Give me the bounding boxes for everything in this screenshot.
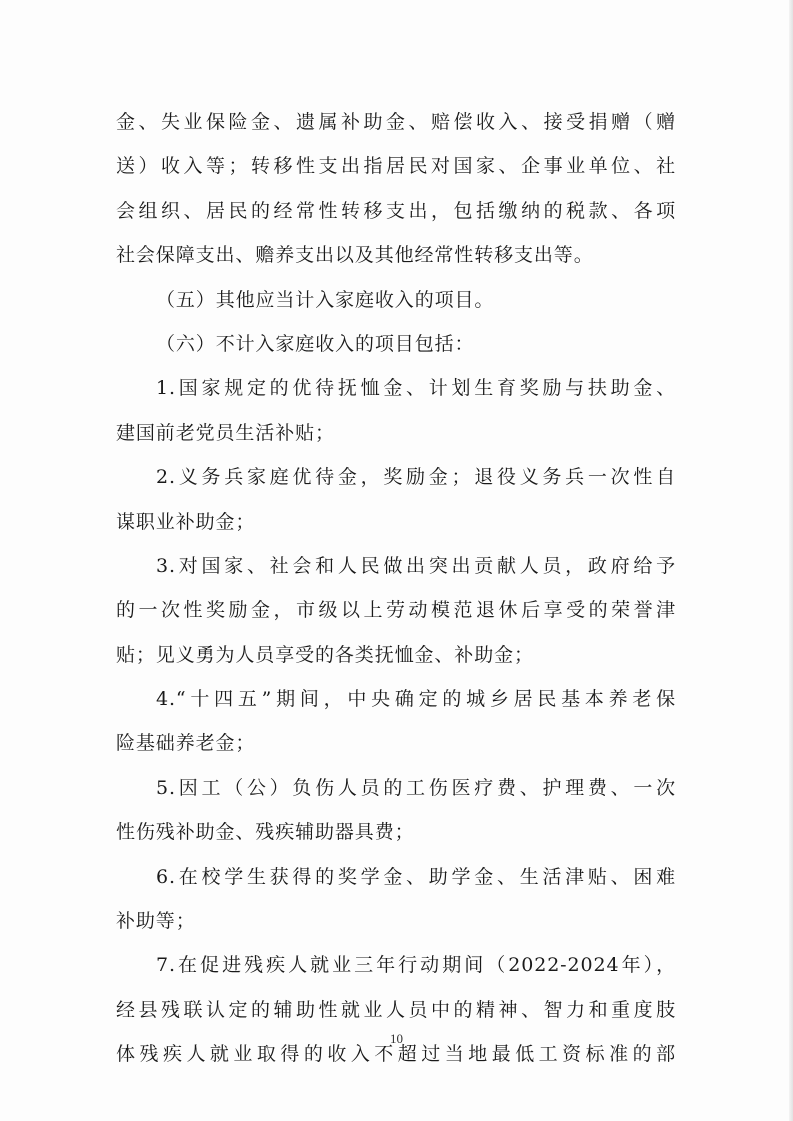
- text-line: 4.“十四五”期间，中央确定的城乡居民基本养老保: [156, 688, 676, 711]
- text-line: （五）其他应当计入家庭收入的项目。: [156, 288, 495, 311]
- text-line: 送）收入等；转移性支出指居民对国家、企事业单位、社: [116, 155, 676, 178]
- text-line: 性伤残补助金、残疾辅助器具费；: [116, 821, 415, 844]
- text-line: 谋职业补助金；: [116, 510, 256, 533]
- text-line: 会组织、居民的经常性转移支出，包括缴纳的税款、各项: [116, 199, 676, 222]
- text-line: 7.在促进残疾人就业三年行动期间（2022-2024年），: [156, 954, 676, 977]
- text-line: 的一次性奖励金，市级以上劳动模范退休后享受的荣誉津: [116, 599, 676, 622]
- text-line: 5.因工（公）负伤人员的工伤医疗费、护理费、一次: [156, 776, 676, 799]
- text-line: 2.义务兵家庭优待金，奖励金；退役义务兵一次性自: [156, 466, 676, 489]
- text-line: 金、失业保险金、遗属补助金、赔偿收入、接受捐赠（赠: [116, 111, 676, 133]
- text-line: 社会保障支出、赡养支出以及其他经常性转移支出等。: [116, 244, 594, 267]
- page-number: 10: [390, 1031, 403, 1046]
- text-line: 建国前老党员生活补贴；: [116, 421, 335, 444]
- text-line: 经县残联认定的辅助性就业人员中的精神、智力和重度肢: [116, 998, 676, 1021]
- text-line: 险基础养老金；: [116, 732, 256, 755]
- text-line: 补助等；: [116, 910, 196, 933]
- scan-edge-shadow: [789, 0, 793, 1121]
- text-line: 3.对国家、社会和人民做出突出贡献人员，政府给予: [156, 554, 676, 577]
- text-line: 6.在校学生获得的奖学金、助学金、生活津贴、困难: [156, 865, 676, 888]
- text-line: 1.国家规定的优待抚恤金、计划生育奖励与扶助金、: [156, 377, 676, 400]
- text-line: （六）不计入家庭收入的项目包括：: [156, 332, 475, 355]
- text-line: 体残疾人就业取得的收入不超过当地最低工资标准的部: [116, 1043, 676, 1066]
- body-text: [116, 100, 676, 1077]
- text-line: 贴；见义勇为人员享受的各类抚恤金、补助金；: [116, 643, 534, 666]
